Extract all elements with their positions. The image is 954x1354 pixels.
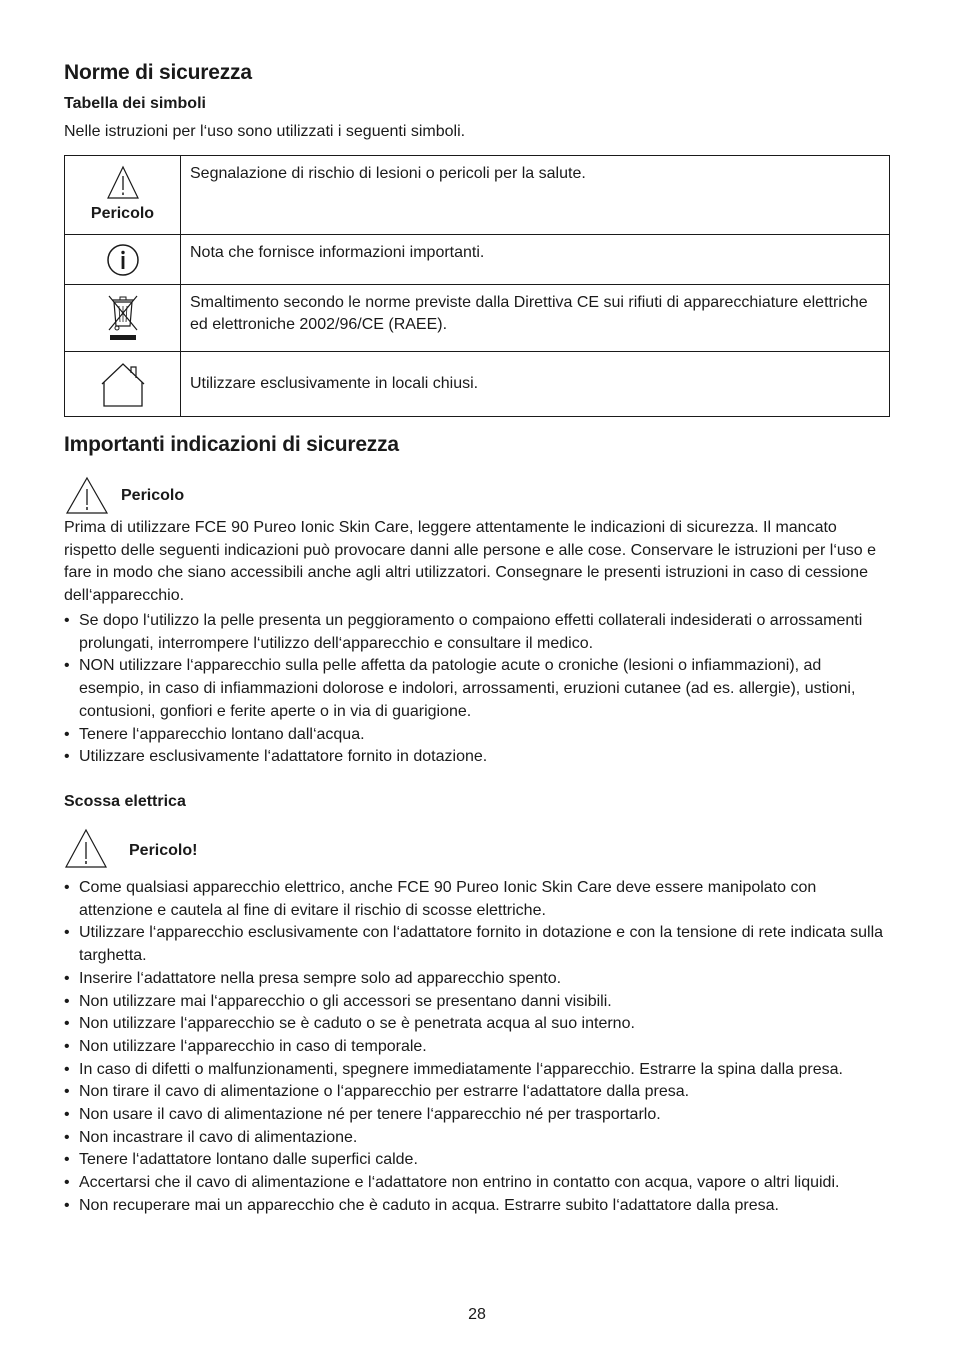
symbol-cell [65, 156, 181, 235]
list-item: • Accertarsi che il cavo di alimentazione e l‘adattatore non entrino in contatto con acqua, vapore o altri liquidi. [64, 1172, 890, 1195]
list-item: • Non utilizzare mai l‘apparecchio o gli accessori se presentano danni visibili. [64, 991, 890, 1014]
symbol-description: Nota che fornisce informazioni importanti. [181, 235, 890, 285]
page-title: Norme di sicurezza [64, 61, 252, 84]
shock-danger-label: Pericolo! [129, 842, 198, 859]
symbols-intro: Nelle istruzioni per l‘uso sono utilizzati i seguenti simboli. [64, 123, 466, 140]
symbol-cell [65, 285, 181, 352]
danger-intro: Prima di utilizzare FCE 90 Pureo Ionic Skin Care, leggere attentamente le indicazioni di sicurezza. Il mancato rispetto delle seguenti indicazioni può provocare danni alle persone e alle cose. Conservare le istruzioni per l‘uso e fare in modo che siano accessibili anche agli altri utilizzatori. Consegnare le presenti istruzioni in caso di cessione dell‘apparecchio. [64, 519, 877, 605]
symbol-row [65, 156, 890, 235]
symbol-description: Smaltimento secondo le norme previste dalla Direttiva CE sui rifiuti di apparecchiature elettriche ed elettroniche 2002/96/CE (RAEE). [181, 285, 890, 352]
warning-triangle-icon [64, 828, 108, 870]
list-item: • Se dopo l‘utilizzo la pelle presenta un peggioramento o compaiono effetti collaterali indesiderati o arrossamenti prolungati, interrompere l‘utilizzo dell‘apparecchio e consultare il medico. [64, 610, 890, 655]
list-item: • Inserire l‘adattatore nella presa sempre solo ad apparecchio spento. [64, 968, 890, 991]
list-item: • Utilizzare esclusivamente l‘adattatore fornito in dotazione. [64, 746, 890, 769]
list-item: • Tenere l‘apparecchio lontano dall‘acqua. [64, 724, 890, 747]
warning-triangle-icon [106, 165, 140, 201]
symbol-cell [65, 235, 181, 285]
shock-bullet-list [64, 877, 890, 1218]
symbol-row [65, 352, 890, 417]
shock-danger-header [64, 828, 197, 870]
shock-title: Scossa elettrica [64, 793, 186, 810]
list-item: • Come qualsiasi apparecchio elettrico, anche FCE 90 Pureo Ionic Skin Care deve essere manipolato con attenzione e cautela al fine di evitare il rischio di scosse elettriche. [64, 877, 890, 922]
list-item: • Non recuperare mai un apparecchio che è caduto in acqua. Estrarre subito l‘adattatore dalla presa. [64, 1195, 890, 1218]
list-item: • Non utilizzare l‘apparecchio se è caduto o se è penetrata acqua al suo interno. [64, 1013, 890, 1036]
symbol-cell [65, 352, 181, 417]
list-item: • Non tirare il cavo di alimentazione o l‘apparecchio per estrarre l‘adattatore dalla presa. [64, 1081, 890, 1104]
list-item: • NON utilizzare l‘apparecchio sulla pelle affetta da patologie acute o croniche (lesioni o infiammazioni), ad esempio, in caso di infiammazioni dolorose e indolori, arrossamenti, eruzioni cutanee (ad es. allergie), ustioni, contusioni, gonfiori e ferite aperte o in via di guarigione. [64, 655, 890, 723]
list-item: • Utilizzare l‘apparecchio esclusivamente con l‘adattatore fornito in dotazione e con la tensione di rete indicata sulla targhetta. [64, 922, 890, 967]
list-item: • Tenere l‘adattatore lontano dalle superfici calde. [64, 1149, 890, 1172]
symbol-description: Segnalazione di rischio di lesioni o pericoli per la salute. [181, 156, 890, 235]
danger-header [64, 476, 184, 516]
crossed-bin-icon [106, 292, 140, 344]
symbol-row [65, 235, 890, 285]
info-icon [106, 243, 140, 277]
section-heading-important: Importanti indicazioni di sicurezza [64, 433, 399, 456]
page-number: 28 [468, 1306, 486, 1323]
list-item: • Non incastrare il cavo di alimentazione. [64, 1127, 890, 1150]
symbol-description: Utilizzare esclusivamente in locali chiusi. [181, 352, 890, 417]
list-item: • In caso di difetti o malfunzionamenti, spegnere immediatamente l‘apparecchio. Estrarre la spina dalla presa. [64, 1059, 890, 1082]
list-item: • Non utilizzare l‘apparecchio in caso di temporale. [64, 1036, 890, 1059]
danger-bullet-list [64, 610, 890, 769]
list-item: • Non usare il cavo di alimentazione né per tenere l‘apparecchio né per trasportarlo. [64, 1104, 890, 1127]
danger-label: Pericolo [121, 486, 185, 504]
warning-triangle-icon [64, 476, 110, 516]
house-icon [100, 362, 146, 408]
symbol-row [65, 285, 890, 352]
symbols-subtitle: Tabella dei simboli [64, 95, 206, 112]
symbol-label: Pericolo [90, 205, 155, 222]
symbols-table [64, 155, 890, 417]
